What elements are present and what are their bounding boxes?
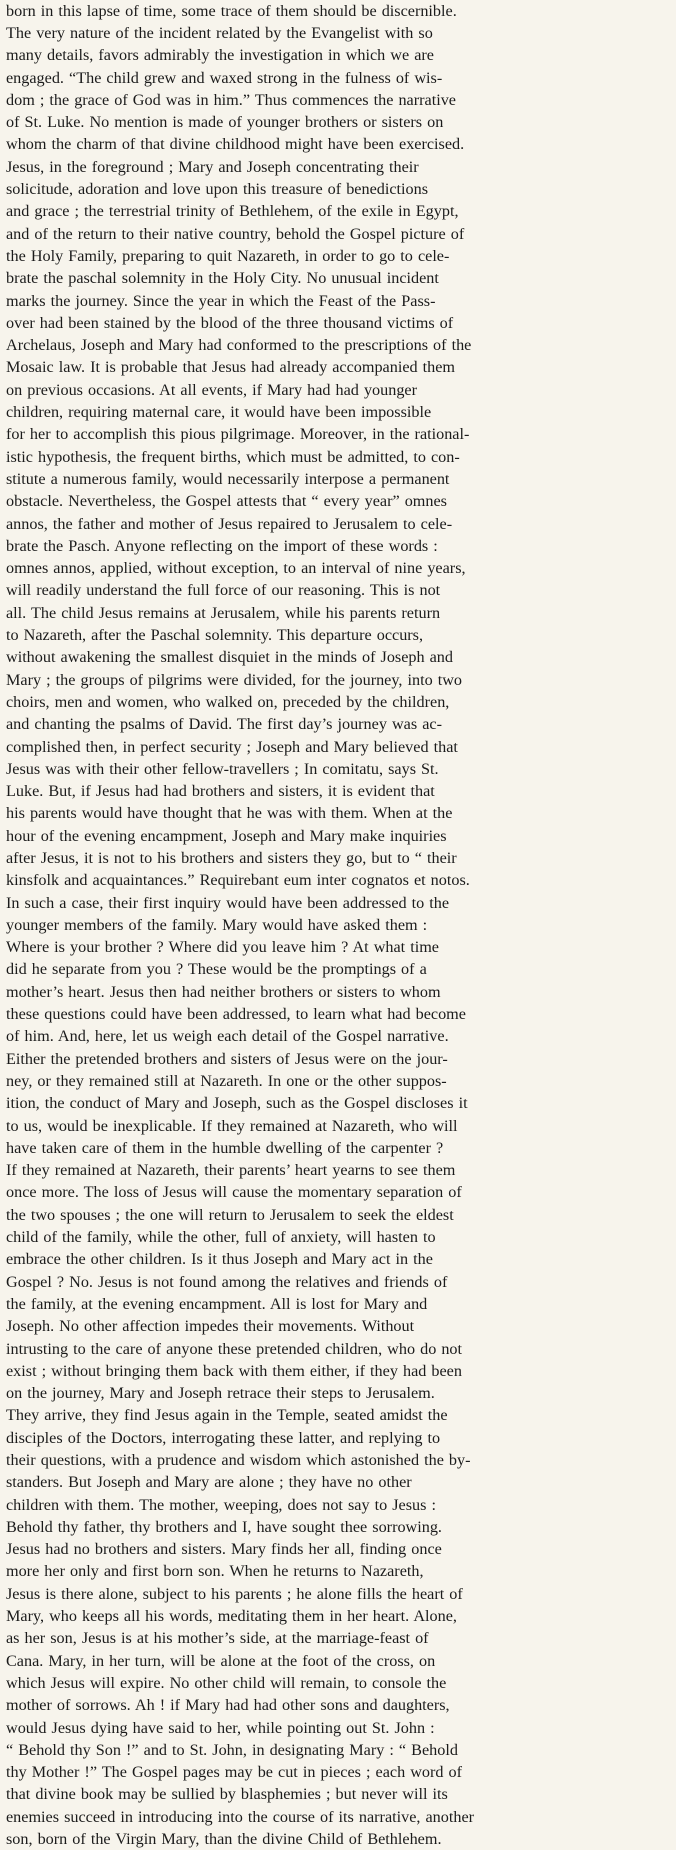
text-line: Mosaic law. It is probable that Jesus had already accompanied them bbox=[6, 358, 456, 377]
text-line: standers. But Joseph and Mary are alone ; they have no other bbox=[6, 1473, 412, 1492]
text-line: Jesus, in the foreground ; Mary and Joseph concentrating their bbox=[6, 157, 419, 176]
text-line: intrusting to the care of anyone these pretended children, who do not bbox=[6, 1339, 463, 1358]
text-line: over had been stained by the blood of the three thousand victims of bbox=[6, 313, 454, 332]
text-line: and grace ; the terrestrial trinity of Bethlehem, of the exile in Egypt, bbox=[6, 202, 459, 221]
text-line: brate the paschal solemnity in the Holy City. No unusual incident bbox=[6, 269, 439, 288]
text-line: Jesus was with their other fellow-travellers ; In comitatu, says St. bbox=[6, 759, 439, 778]
text-line: They arrive, they find Jesus again in the Temple, seated amidst the bbox=[6, 1406, 448, 1425]
text-line: born in this lapse of time, some trace of them should be discernible. bbox=[6, 2, 457, 20]
text-line: the family, at the evening encampment. All is lost for Mary and bbox=[6, 1294, 428, 1313]
text-line: Behold thy father, thy brothers and I, have sought thee sorrowing. bbox=[6, 1517, 442, 1536]
text-line: Jesus is there alone, subject to his parents ; he alone fills the heart of bbox=[6, 1584, 463, 1603]
text-line: Where is your brother ? Where did you leave him ? At what time bbox=[6, 938, 439, 957]
text-line: ney, or they remained still at Nazareth. In one or the other suppos- bbox=[6, 1071, 447, 1090]
text-line: mother of sorrows. Ah ! if Mary had had other sons and daughters, bbox=[6, 1696, 450, 1715]
text-line: enemies succeed in introducing into the course of its narrative, another bbox=[6, 1807, 475, 1826]
text-line: of him. And, here, let us weigh each detail of the Gospel narrative. bbox=[6, 1027, 449, 1046]
text-line: In such a case, their first inquiry would have been addressed to the bbox=[6, 893, 450, 912]
text-line: mother’s heart. Jesus then had neither brothers or sisters to whom bbox=[6, 982, 441, 1001]
text-line: child of the family, while the other, full of anxiety, will hasten to bbox=[6, 1228, 436, 1247]
text-line: If they remained at Nazareth, their parents’ heart yearns to see them bbox=[6, 1161, 456, 1180]
text-line: brate the Pasch. Anyone reflecting on the import of these words : bbox=[6, 536, 438, 555]
text-line: these questions could have been addressed, to learn what had become bbox=[6, 1005, 466, 1024]
text-line: Jesus had no brothers and sisters. Mary finds her all, finding once bbox=[6, 1540, 442, 1559]
text-line: Archelaus, Joseph and Mary had conformed to the prescriptions of the bbox=[6, 336, 472, 355]
text-line: did he separate from you ? These would be the promptings of a bbox=[6, 960, 427, 979]
text-line: whom the charm of that divine childhood might have been exercised. bbox=[6, 135, 465, 154]
text-line: The very nature of the incident related by the Evangelist with so bbox=[6, 24, 433, 42]
text-line: and chanting the psalms of David. The first day’s journey was ac- bbox=[6, 715, 442, 734]
text-line: will readily understand the full force of our reasoning. This is not bbox=[6, 581, 441, 600]
text-line: Gospel ? No. Jesus is not found among the relatives and friends of bbox=[6, 1272, 448, 1291]
text-line: obstacle. Nevertheless, the Gospel attests that “ every year” omnes bbox=[6, 492, 447, 511]
text-line: istic hypothesis, the frequent births, which must be admitted, to con- bbox=[6, 447, 460, 466]
text-line: dom ; the grace of God was in him.” Thus commences the narrative bbox=[6, 90, 456, 109]
text-line: children with them. The mother, weeping, does not say to Jesus : bbox=[6, 1495, 436, 1514]
text-line: for her to accomplish this pious pilgrimage. Moreover, in the rational- bbox=[6, 425, 470, 444]
text-line: Mary ; the groups of pilgrims were divided, for the journey, into two bbox=[6, 670, 463, 689]
text-line: without awakening the smallest disquiet in the minds of Joseph and bbox=[6, 648, 453, 667]
text-line: annos, the father and mother of Jesus repaired to Jerusalem to cele- bbox=[6, 514, 453, 533]
text-line: his parents would have thought that he was with them. When at the bbox=[6, 804, 453, 823]
text-line: the Holy Family, preparing to quit Nazareth, in order to go to cele- bbox=[6, 246, 450, 265]
text-line: as her son, Jesus is at his mother’s side, at the marriage-feast of bbox=[6, 1629, 429, 1648]
text-line: have taken care of them in the humble dwelling of the carpenter ? bbox=[6, 1138, 444, 1157]
text-line: engaged. “The child grew and waxed strong in the fulness of wis- bbox=[6, 68, 443, 87]
text-line: omnes annos, applied, without exception, to an interval of nine years, bbox=[6, 559, 466, 578]
text-line: stitute a numerous family, would necessarily interpose a permanent bbox=[6, 469, 450, 488]
text-line: marks the journey. Since the year in which the Feast of the Pass- bbox=[6, 291, 436, 310]
text-line: younger members of the family. Mary would have asked them : bbox=[6, 915, 428, 934]
text-line: exist ; without bringing them back with them either, if they had been bbox=[6, 1361, 462, 1380]
article-text bbox=[6, 0, 668, 1850]
text-line: all. The child Jesus remains at Jerusalem, while his parents return bbox=[6, 603, 441, 622]
text-line: which Jesus will expire. No other child will remain, to console the bbox=[6, 1673, 447, 1692]
text-line: solicitude, adoration and love upon this treasure of benedictions bbox=[6, 180, 429, 199]
text-line: of St. Luke. No mention is made of younger brothers or sisters on bbox=[6, 113, 444, 132]
text-line: on previous occasions. At all events, if Mary had had younger bbox=[6, 380, 417, 399]
text-line: on the journey, Mary and Joseph retrace their steps to Jerusalem. bbox=[6, 1384, 435, 1403]
text-line: their questions, with a prudence and wisdom which astonished the by- bbox=[6, 1451, 471, 1469]
text-line: to us, would be inexplicable. If they remained at Nazareth, who will bbox=[6, 1116, 458, 1135]
text-line: and of the return to their native country, behold the Gospel picture of bbox=[6, 224, 465, 243]
text-line: son, born of the Virgin Mary, than the divine Child of Bethlehem. bbox=[6, 1830, 442, 1849]
text-line: hour of the evening encampment, Joseph and Mary make inquiries bbox=[6, 826, 447, 845]
text-line: choirs, men and women, who walked on, preceded by the children, bbox=[6, 692, 450, 711]
text-line: “ Behold thy Son !” and to St. John, in designating Mary : “ Behold bbox=[6, 1740, 458, 1759]
text-line: to Nazareth, after the Paschal solemnity. This departure occurs, bbox=[6, 626, 424, 645]
text-line: Cana. Mary, in her turn, will be alone at the foot of the cross, on bbox=[6, 1651, 436, 1670]
text-line: ition, the conduct of Mary and Joseph, such as the Gospel discloses it bbox=[6, 1094, 468, 1113]
text-line: Mary, who keeps all his words, meditating them in her heart. Alone, bbox=[6, 1607, 457, 1626]
text-line: thy Mother !” The Gospel pages may be cut in pieces ; each word of bbox=[6, 1763, 463, 1782]
text-line: complished then, in perfect security ; Joseph and Mary believed that bbox=[6, 737, 458, 756]
text-line: many details, favors admirably the investigation in which we are bbox=[6, 46, 434, 65]
text-line: once more. The loss of Jesus will cause the momentary separation of bbox=[6, 1183, 462, 1202]
text-line: Joseph. No other affection impedes their movements. Without bbox=[6, 1317, 415, 1336]
text-line: more her only and first born son. When he returns to Nazareth, bbox=[6, 1562, 424, 1581]
text-line: children, requiring maternal care, it would have been impossible bbox=[6, 403, 432, 422]
text-line: would Jesus dying have said to her, while pointing out St. John : bbox=[6, 1718, 435, 1737]
text-line: after Jesus, it is not to his brothers and sisters they go, but to “ their bbox=[6, 848, 457, 867]
text-line: kinsfolk and acquaintances.” Requirebant eum inter cognatos et notos. bbox=[6, 871, 470, 890]
text-line: the two spouses ; the one will return to Jerusalem to seek the eldest bbox=[6, 1205, 454, 1224]
text-line: disciples of the Doctors, interrogating these latter, and replying to bbox=[6, 1428, 441, 1447]
text-line: Luke. But, if Jesus had had brothers and sisters, it is evident that bbox=[6, 782, 435, 801]
text-line: embrace the other children. Is it thus Joseph and Mary act in the bbox=[6, 1250, 433, 1269]
text-line: that divine book may be sullied by blasphemies ; but never will its bbox=[6, 1785, 448, 1804]
text-line: Either the pretended brothers and sisters of Jesus were on the jour- bbox=[6, 1049, 448, 1068]
